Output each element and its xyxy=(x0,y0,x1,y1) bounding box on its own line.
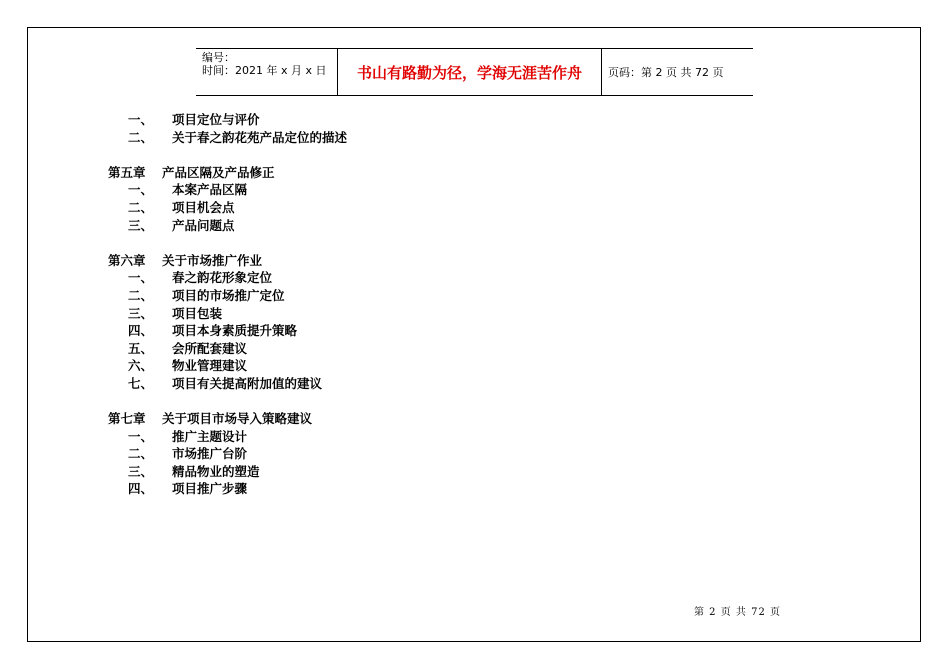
toc-entry xyxy=(108,287,347,305)
toc-spacer xyxy=(108,146,347,164)
toc-entry xyxy=(108,199,347,217)
toc-spacer xyxy=(108,393,347,411)
toc-title: 本案产品区隔 xyxy=(172,182,248,198)
document-header xyxy=(196,48,753,96)
toc-number: 四、 xyxy=(128,323,154,339)
toc-number: 第五章 xyxy=(108,164,146,180)
toc-number: 二、 xyxy=(128,199,154,215)
toc-number: 一、 xyxy=(128,182,154,198)
toc-title: 产品问题点 xyxy=(172,217,235,233)
toc-number: 一、 xyxy=(128,112,154,127)
toc-entry xyxy=(108,217,347,235)
toc-chapter xyxy=(108,252,347,270)
toc-chapter xyxy=(108,164,347,182)
toc-entry xyxy=(108,181,347,199)
toc-title: 关于市场推广作业 xyxy=(162,252,263,268)
toc-number: 四、 xyxy=(128,481,154,497)
toc-title: 项目机会点 xyxy=(172,199,235,215)
header-page-label: 页码：第 2 页 共 72 页 xyxy=(608,66,724,79)
toc-entry xyxy=(108,305,347,323)
toc-title: 推广主题设计 xyxy=(172,428,248,444)
page-footer: 第 2 页 共 72 页 xyxy=(694,607,781,618)
toc-entry xyxy=(108,480,347,498)
toc-title: 精品物业的塑造 xyxy=(172,463,260,479)
toc-title: 市场推广台阶 xyxy=(172,446,248,462)
toc-number: 三、 xyxy=(128,305,154,321)
toc-number: 一、 xyxy=(128,270,154,286)
toc-entry xyxy=(108,428,347,446)
toc-title: 物业管理建议 xyxy=(172,358,248,374)
toc-entry xyxy=(108,357,347,375)
toc-entry xyxy=(108,322,347,340)
header-motto: 书山有路勤为径，学海无涯苦作舟 xyxy=(338,49,602,95)
toc-title: 产品区隔及产品修正 xyxy=(162,164,275,180)
toc-number: 二、 xyxy=(128,287,154,303)
toc-entry xyxy=(108,463,347,481)
code-label: 编号： xyxy=(202,51,235,64)
toc-title: 项目有关提高附加值的建议 xyxy=(172,375,323,391)
toc-chapter xyxy=(108,410,347,428)
toc-entry xyxy=(108,269,347,287)
toc-number: 六、 xyxy=(128,358,154,374)
toc-title: 会所配套建议 xyxy=(172,340,248,356)
toc-number: 三、 xyxy=(128,463,154,479)
toc-spacer xyxy=(108,234,347,252)
toc-entry xyxy=(108,445,347,463)
time-label: 时间：2021 年 x 月 x 日 xyxy=(202,64,327,77)
toc-title: 项目定位与评价 xyxy=(172,112,260,127)
toc-title: 关于春之韵花苑产品定位的描述 xyxy=(172,129,348,145)
toc-entry xyxy=(108,340,347,358)
toc-entry xyxy=(108,129,347,147)
toc-title: 项目本身素质提升策略 xyxy=(172,323,298,339)
toc-number: 三、 xyxy=(128,217,154,233)
toc-title: 项目的市场推广定位 xyxy=(172,287,285,303)
toc-title: 项目包装 xyxy=(172,305,223,321)
toc-entry xyxy=(108,375,347,393)
toc-number: 第六章 xyxy=(108,252,146,268)
toc-number: 二、 xyxy=(128,446,154,462)
toc-number: 五、 xyxy=(128,340,154,356)
toc-entry xyxy=(108,111,347,129)
toc-number: 七、 xyxy=(128,375,154,391)
header-meta xyxy=(196,49,338,95)
toc-number: 第七章 xyxy=(108,411,146,427)
toc-number: 一、 xyxy=(128,428,154,444)
table-of-contents xyxy=(108,111,347,498)
toc-title: 项目推广步骤 xyxy=(172,481,248,497)
toc-number: 二、 xyxy=(128,129,154,145)
toc-title: 关于项目市场导入策略建议 xyxy=(162,411,313,427)
toc-title: 春之韵花形象定位 xyxy=(172,270,273,286)
